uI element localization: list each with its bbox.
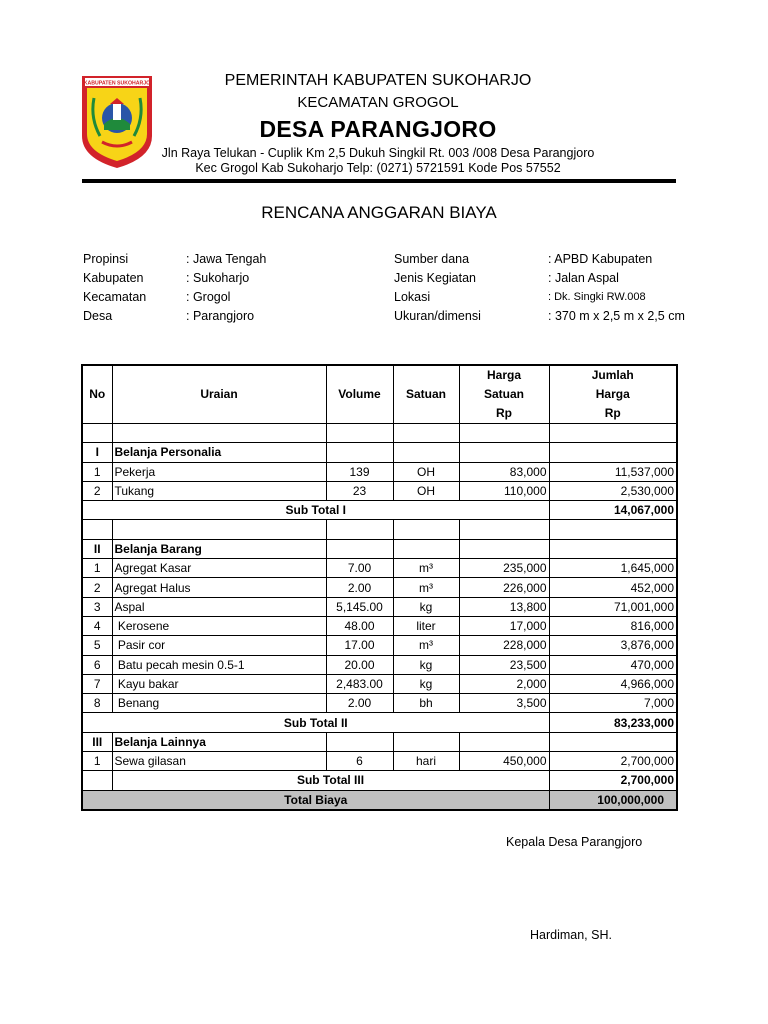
subtotal-row	[82, 713, 677, 732]
section-row	[82, 539, 677, 558]
header-jumlah-harga: Jumlah Harga Rp	[549, 365, 677, 424]
info-value-jenis-kegiatan: : Jalan Aspal	[548, 271, 619, 285]
cell-harga: 110,000	[459, 481, 549, 500]
header-no: No	[82, 365, 112, 424]
cell-harga: 23,500	[459, 655, 549, 674]
info-label-kabupaten: Kabupaten	[83, 271, 144, 285]
table-header-row	[82, 365, 677, 424]
table-row	[82, 559, 677, 578]
cell-no: 3	[82, 597, 112, 616]
table-row	[82, 462, 677, 481]
section-row	[82, 443, 677, 462]
header-volume: Volume	[326, 365, 393, 424]
info-label-ukuran: Ukuran/dimensi	[394, 309, 481, 323]
cell-harga: 13,800	[459, 597, 549, 616]
cell-no: 6	[82, 655, 112, 674]
cell-harga: 83,000	[459, 462, 549, 481]
header-uraian: Uraian	[112, 365, 326, 424]
address-line-1: Jln Raya Telukan - Cuplik Km 2,5 Dukuh Singkil Rt. 003 /008 Desa Parangjoro	[161, 146, 595, 160]
table-row	[82, 597, 677, 616]
info-label-kecamatan: Kecamatan	[83, 290, 147, 304]
cell-satuan: kg	[393, 655, 459, 674]
cell-jumlah: 2,530,000	[549, 481, 677, 500]
info-label-propinsi: Propinsi	[83, 252, 129, 266]
subtotal-label: Sub Total III	[112, 771, 549, 790]
cell-satuan: m³	[393, 636, 459, 655]
cell-no: 2	[82, 578, 112, 597]
table-row	[82, 578, 677, 597]
section-row	[82, 732, 677, 751]
info-label-lokasi: Lokasi	[394, 290, 431, 304]
total-label: Total Biaya	[82, 790, 549, 810]
village-name: DESA PARANGJORO	[259, 116, 497, 142]
cell-volume: 17.00	[326, 636, 393, 655]
cell-no: 1	[82, 462, 112, 481]
cell-uraian: Tukang	[112, 481, 326, 500]
cell-uraian: Benang	[112, 694, 326, 713]
info-value-ukuran: : 370 m x 2,5 m x 2,5 cm	[548, 309, 685, 323]
cell-volume: 2.00	[326, 578, 393, 597]
cell-no: 2	[82, 481, 112, 500]
cell-satuan: kg	[393, 597, 459, 616]
cell-volume: 139	[326, 462, 393, 481]
subtotal-amount: 83,233,000	[549, 713, 677, 732]
section-title: Belanja Barang	[112, 539, 326, 558]
cell-uraian: Kerosene	[112, 616, 326, 635]
cell-no: 1	[82, 559, 112, 578]
cell-jumlah: 1,645,000	[549, 559, 677, 578]
info-value-propinsi: : Jawa Tengah	[186, 252, 267, 266]
header-satuan: Satuan	[393, 365, 459, 424]
regency-emblem-logo	[80, 74, 154, 170]
cell-no: 1	[82, 752, 112, 771]
cell-jumlah: 71,001,000	[549, 597, 677, 616]
cell-no: 8	[82, 694, 112, 713]
budget-table	[81, 364, 678, 811]
cell-satuan: OH	[393, 462, 459, 481]
info-value-kecamatan: : Grogol	[186, 290, 231, 304]
cell-jumlah: 452,000	[549, 578, 677, 597]
spacer-row	[82, 424, 677, 443]
table-row	[82, 674, 677, 693]
cell-harga: 235,000	[459, 559, 549, 578]
cell-jumlah: 4,966,000	[549, 674, 677, 693]
spacer-row	[82, 520, 677, 539]
cell-satuan: kg	[393, 674, 459, 693]
table-row	[82, 481, 677, 500]
cell-no: 7	[82, 674, 112, 693]
svg-text:KABUPATEN SUKOHARJO: KABUPATEN SUKOHARJO	[83, 80, 151, 87]
info-label-desa: Desa	[83, 309, 113, 323]
cell-volume: 5,145.00	[326, 597, 393, 616]
cell-harga: 17,000	[459, 616, 549, 635]
section-title: Belanja Personalia	[112, 443, 326, 462]
cell-volume: 2.00	[326, 694, 393, 713]
table-row	[82, 636, 677, 655]
info-value-sumber-dana: : APBD Kabupaten	[548, 252, 653, 266]
section-number: I	[82, 443, 112, 462]
cell-jumlah: 11,537,000	[549, 462, 677, 481]
cell-volume: 2,483.00	[326, 674, 393, 693]
cell-satuan: hari	[393, 752, 459, 771]
total-row	[82, 790, 677, 810]
subtotal-label: Sub Total II	[82, 713, 549, 732]
cell-no: 5	[82, 636, 112, 655]
cell-satuan: OH	[393, 481, 459, 500]
info-value-desa: : Parangjoro	[186, 309, 255, 323]
cell-satuan: m³	[393, 559, 459, 578]
cell-volume: 20.00	[326, 655, 393, 674]
cell-uraian: Kayu bakar	[112, 674, 326, 693]
cell-jumlah: 470,000	[549, 655, 677, 674]
cell-uraian: Agregat Kasar	[112, 559, 326, 578]
cell-satuan: liter	[393, 616, 459, 635]
cell-harga: 450,000	[459, 752, 549, 771]
cell-jumlah: 7,000	[549, 694, 677, 713]
letterhead-divider	[82, 179, 676, 183]
cell-harga: 228,000	[459, 636, 549, 655]
info-label-jenis-kegiatan: Jenis Kegiatan	[394, 271, 477, 285]
cell-uraian: Sewa gilasan	[112, 752, 326, 771]
subtotal-amount: 2,700,000	[549, 771, 677, 790]
cell-no: 4	[82, 616, 112, 635]
section-number: II	[82, 539, 112, 558]
government-name: PEMERINTAH KABUPATEN SUKOHARJO	[224, 72, 532, 89]
cell-harga: 226,000	[459, 578, 549, 597]
cell-harga: 2,000	[459, 674, 549, 693]
cell-volume: 23	[326, 481, 393, 500]
signature-name: Hardiman, SH.	[530, 928, 612, 942]
table-row	[82, 752, 677, 771]
table-row	[82, 655, 677, 674]
district-name: KECAMATAN GROGOL	[297, 94, 459, 111]
cell-satuan: bh	[393, 694, 459, 713]
subtotal-label: Sub Total I	[82, 501, 549, 520]
subtotal-row	[82, 771, 677, 790]
cell-jumlah: 3,876,000	[549, 636, 677, 655]
cell-volume: 6	[326, 752, 393, 771]
info-label-sumber-dana: Sumber dana	[394, 252, 470, 266]
cell-satuan: m³	[393, 578, 459, 597]
cell-volume: 48.00	[326, 616, 393, 635]
info-value-kabupaten: : Sukoharjo	[186, 271, 250, 285]
section-title: Belanja Lainnya	[112, 732, 326, 751]
signature-title: Kepala Desa Parangjoro	[506, 835, 643, 849]
cell-jumlah: 816,000	[549, 616, 677, 635]
cell-uraian: Pasir cor	[112, 636, 326, 655]
subtotal-row	[82, 501, 677, 520]
section-number: III	[82, 732, 112, 751]
address-line-2: Kec Grogol Kab Sukoharjo Telp: (0271) 5721591 Kode Pos 57552	[195, 161, 561, 175]
cell-uraian: Aspal	[112, 597, 326, 616]
cell-harga: 3,500	[459, 694, 549, 713]
cell-uraian: Agregat Halus	[112, 578, 326, 597]
cell-uraian: Batu pecah mesin 0.5-1	[112, 655, 326, 674]
cell-jumlah: 2,700,000	[549, 752, 677, 771]
document-title: RENCANA ANGGARAN BIAYA	[261, 203, 497, 222]
total-amount: 100,000,000	[549, 790, 677, 810]
table-row	[82, 694, 677, 713]
info-value-lokasi: : Dk. Singki RW.008	[548, 291, 646, 303]
table-row	[82, 616, 677, 635]
cell-uraian: Pekerja	[112, 462, 326, 481]
cell-volume: 7.00	[326, 559, 393, 578]
header-harga-satuan: Harga Satuan Rp	[459, 365, 549, 424]
subtotal-amount: 14,067,000	[549, 501, 677, 520]
